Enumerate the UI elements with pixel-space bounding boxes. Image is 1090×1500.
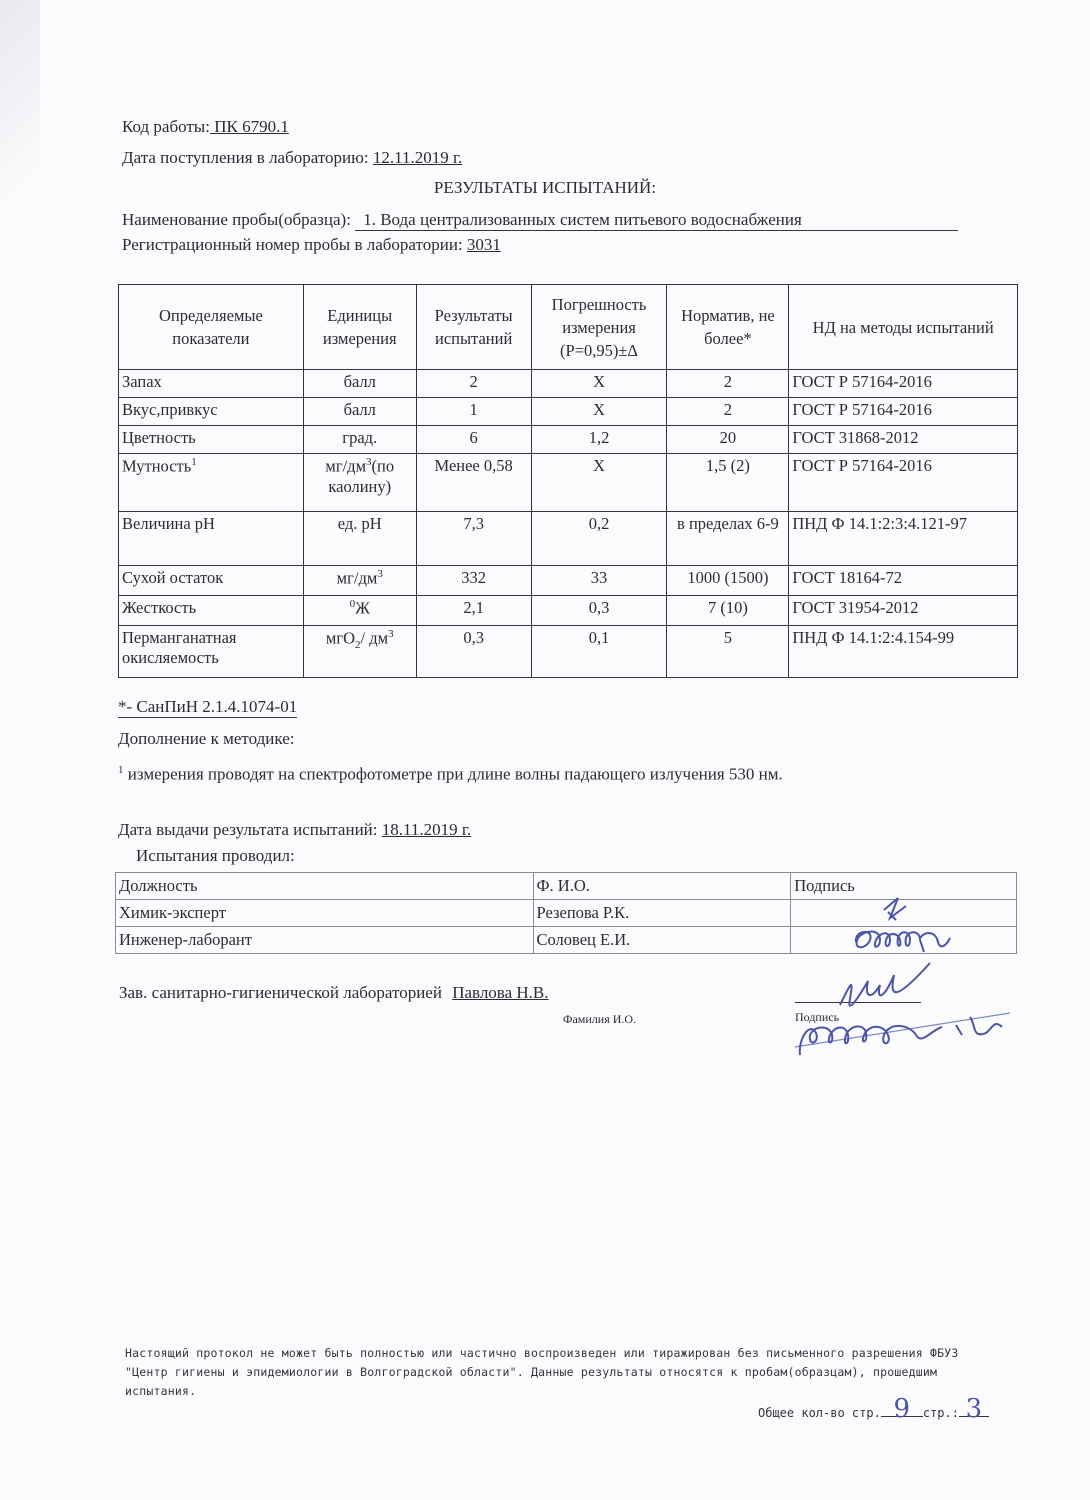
footnote-mark: 1 (118, 764, 124, 776)
cell-indicator: Перманганатная окисляемость (119, 626, 304, 678)
table-row (119, 398, 1018, 426)
receipt-date-line (122, 148, 462, 168)
header-error: Погрешность измерения (Р=0,95)±Δ (531, 285, 667, 370)
footnote-text: измерения проводят на спектрофотометре при длине волны падающего излучения 530 нм. (123, 764, 783, 784)
results-header-row (119, 285, 1018, 370)
table-row (119, 370, 1018, 398)
staff-name: Соловец Е.И. (533, 927, 791, 954)
cell-method: ГОСТ 18164-72 (789, 566, 1018, 596)
cell-result: 2,1 (416, 596, 531, 626)
sample-name-label: Наименование пробы(образца): (122, 210, 351, 229)
cell-method: ГОСТ Р 57164-2016 (789, 454, 1018, 512)
receipt-date-value: 12.11.2019 г. (372, 148, 463, 167)
cell-norm: 7 (10) (667, 596, 789, 626)
cell-norm: в пределах 6-9 (667, 512, 789, 566)
cell-units: ед. pH (303, 512, 416, 566)
table-row (119, 512, 1018, 566)
reg-number-value: 3031 (466, 235, 501, 254)
pages-total: 9 (881, 1402, 923, 1417)
pages-label: Общее кол-во стр. (758, 1406, 881, 1420)
staff-header-signature: Подпись (791, 873, 1017, 900)
cell-indicator (119, 454, 304, 512)
cell-units: балл (303, 398, 416, 426)
table-row (119, 566, 1018, 596)
table-row (119, 454, 1018, 512)
results-table (118, 284, 1018, 678)
units-sub: 2 (355, 638, 361, 651)
sample-name-line (122, 210, 958, 231)
cell-units (303, 626, 416, 678)
cell-result: 332 (416, 566, 531, 596)
cell-method: ГОСТ 31954-2012 (789, 596, 1018, 626)
conducted-by-label: Испытания проводил: (136, 846, 295, 865)
cell-indicator: Жесткость (119, 596, 304, 626)
cell-norm: 2 (667, 398, 789, 426)
staff-signature-image (846, 890, 966, 965)
receipt-date-label: Дата поступления в лабораторию: (122, 148, 369, 167)
sanpin-note: *- СанПиН 2.1.4.1074-01 (118, 697, 298, 716)
cell-units: град. (303, 426, 416, 454)
cell-method: ГОСТ 31868-2012 (789, 426, 1018, 454)
cell-error: 0,3 (531, 596, 667, 626)
header-units: Единицы измерения (303, 285, 416, 370)
head-name-caption: Фамилия И.О. (563, 1012, 637, 1026)
cell-units (303, 566, 416, 596)
indicator-text: Мутность (122, 456, 192, 476)
reg-number-line (122, 235, 501, 255)
cell-units: балл (303, 370, 416, 398)
table-row (119, 426, 1018, 454)
table-row (119, 626, 1018, 678)
staff-position: Инженер-лаборант (116, 927, 534, 954)
cell-error: X (531, 454, 667, 512)
sample-name-value: 1. Вода централизованных систем питьевого водоснабжения (355, 210, 958, 231)
cell-indicator: Величина pH (119, 512, 304, 566)
units-sup: 3 (377, 568, 383, 580)
work-code-value: ПК 6790.1 (209, 117, 289, 136)
issue-date-label: Дата выдачи результата испытаний: (118, 820, 378, 839)
staff-name: Резепова Р.К. (533, 900, 791, 927)
issue-date-value: 18.11.2019 г. (381, 820, 472, 839)
cell-norm: 2 (667, 370, 789, 398)
reg-number-label: Регистрационный номер пробы в лаборатории: (122, 235, 463, 254)
cell-norm: 5 (667, 626, 789, 678)
signature-caption: Подпись (795, 1010, 840, 1024)
head-signature-image (780, 955, 1020, 1065)
cell-result: 1 (416, 398, 531, 426)
footnote-line (118, 764, 783, 785)
cell-units (303, 454, 416, 512)
work-code-line (122, 117, 289, 137)
head-label: Зав. санитарно-гигиенической лабораторией (119, 983, 442, 1002)
cell-indicator: Сухой остаток (119, 566, 304, 596)
units-sup: 0 (349, 598, 356, 610)
units-sup: 3 (366, 456, 372, 468)
cell-method: ГОСТ Р 57164-2016 (789, 370, 1018, 398)
cell-indicator: Вкус,привкус (119, 398, 304, 426)
work-code-label: Код работы: (122, 117, 210, 136)
cell-method: ПНД Ф 14.1:2:3:4.121-97 (789, 512, 1018, 566)
staff-header-name: Ф. И.О. (533, 873, 791, 900)
units-text-suffix: (по каолину) (328, 456, 395, 496)
header-method: НД на методы испытаний (789, 285, 1018, 370)
cell-norm: 20 (667, 426, 789, 454)
units-text-suffix: / дм (360, 628, 389, 648)
cell-method: ПНД Ф 14.1:2:4.154-99 (789, 626, 1018, 678)
cell-norm: 1000 (1500) (667, 566, 789, 596)
issue-date-line (118, 820, 471, 840)
cell-indicator: Запах (119, 370, 304, 398)
staff-position: Химик-эксперт (116, 900, 534, 927)
units-text: мг/дм (325, 456, 367, 476)
head-line (119, 983, 549, 1003)
units-text: мгО (325, 628, 356, 648)
page-count-line (758, 1394, 989, 1424)
units-text: мг/дм (336, 568, 378, 588)
cell-result: Менее 0,58 (416, 454, 531, 512)
scan-shadow (0, 0, 40, 260)
cell-result: 6 (416, 426, 531, 454)
units-text: Ж (355, 598, 370, 618)
units-sup: 3 (388, 628, 394, 640)
page-number: 3 (959, 1402, 989, 1417)
header-indicator: Определяемые показатели (119, 285, 304, 370)
cell-error: 0,2 (531, 512, 667, 566)
addition-label: Дополнение к методике: (118, 729, 295, 748)
cell-result: 0,3 (416, 626, 531, 678)
header-result: Результаты испытаний (416, 285, 531, 370)
cell-result: 7,3 (416, 512, 531, 566)
header-norm: Норматив, не более* (667, 285, 789, 370)
cell-indicator: Цветность (119, 426, 304, 454)
cell-error: X (531, 370, 667, 398)
head-name: Павлова Н.В. (452, 983, 549, 1002)
cell-error: 33 (531, 566, 667, 596)
table-row (119, 596, 1018, 626)
cell-norm: 1,5 (2) (667, 454, 789, 512)
staff-header-position: Должность (116, 873, 534, 900)
cell-method: ГОСТ Р 57164-2016 (789, 398, 1018, 426)
results-title: РЕЗУЛЬТАТЫ ИСПЫТАНИЙ: (433, 178, 657, 197)
cell-error: X (531, 398, 667, 426)
cell-error: 0,1 (531, 626, 667, 678)
cell-result: 2 (416, 370, 531, 398)
footer-disclaimer: Настоящий протокол не может быть полностью или частично воспроизведен или тиражирован без письменного разрешения ФБУЗ "Центр гигиены и эпидемиологии в Волгоградской области". Данные результаты относятся к пробам(образцам), прошедшим испытания. (125, 1346, 959, 1398)
cell-error: 1,2 (531, 426, 667, 454)
page-label: стр.: (922, 1406, 959, 1420)
cell-units (303, 596, 416, 626)
footnote-sup: 1 (191, 456, 197, 468)
